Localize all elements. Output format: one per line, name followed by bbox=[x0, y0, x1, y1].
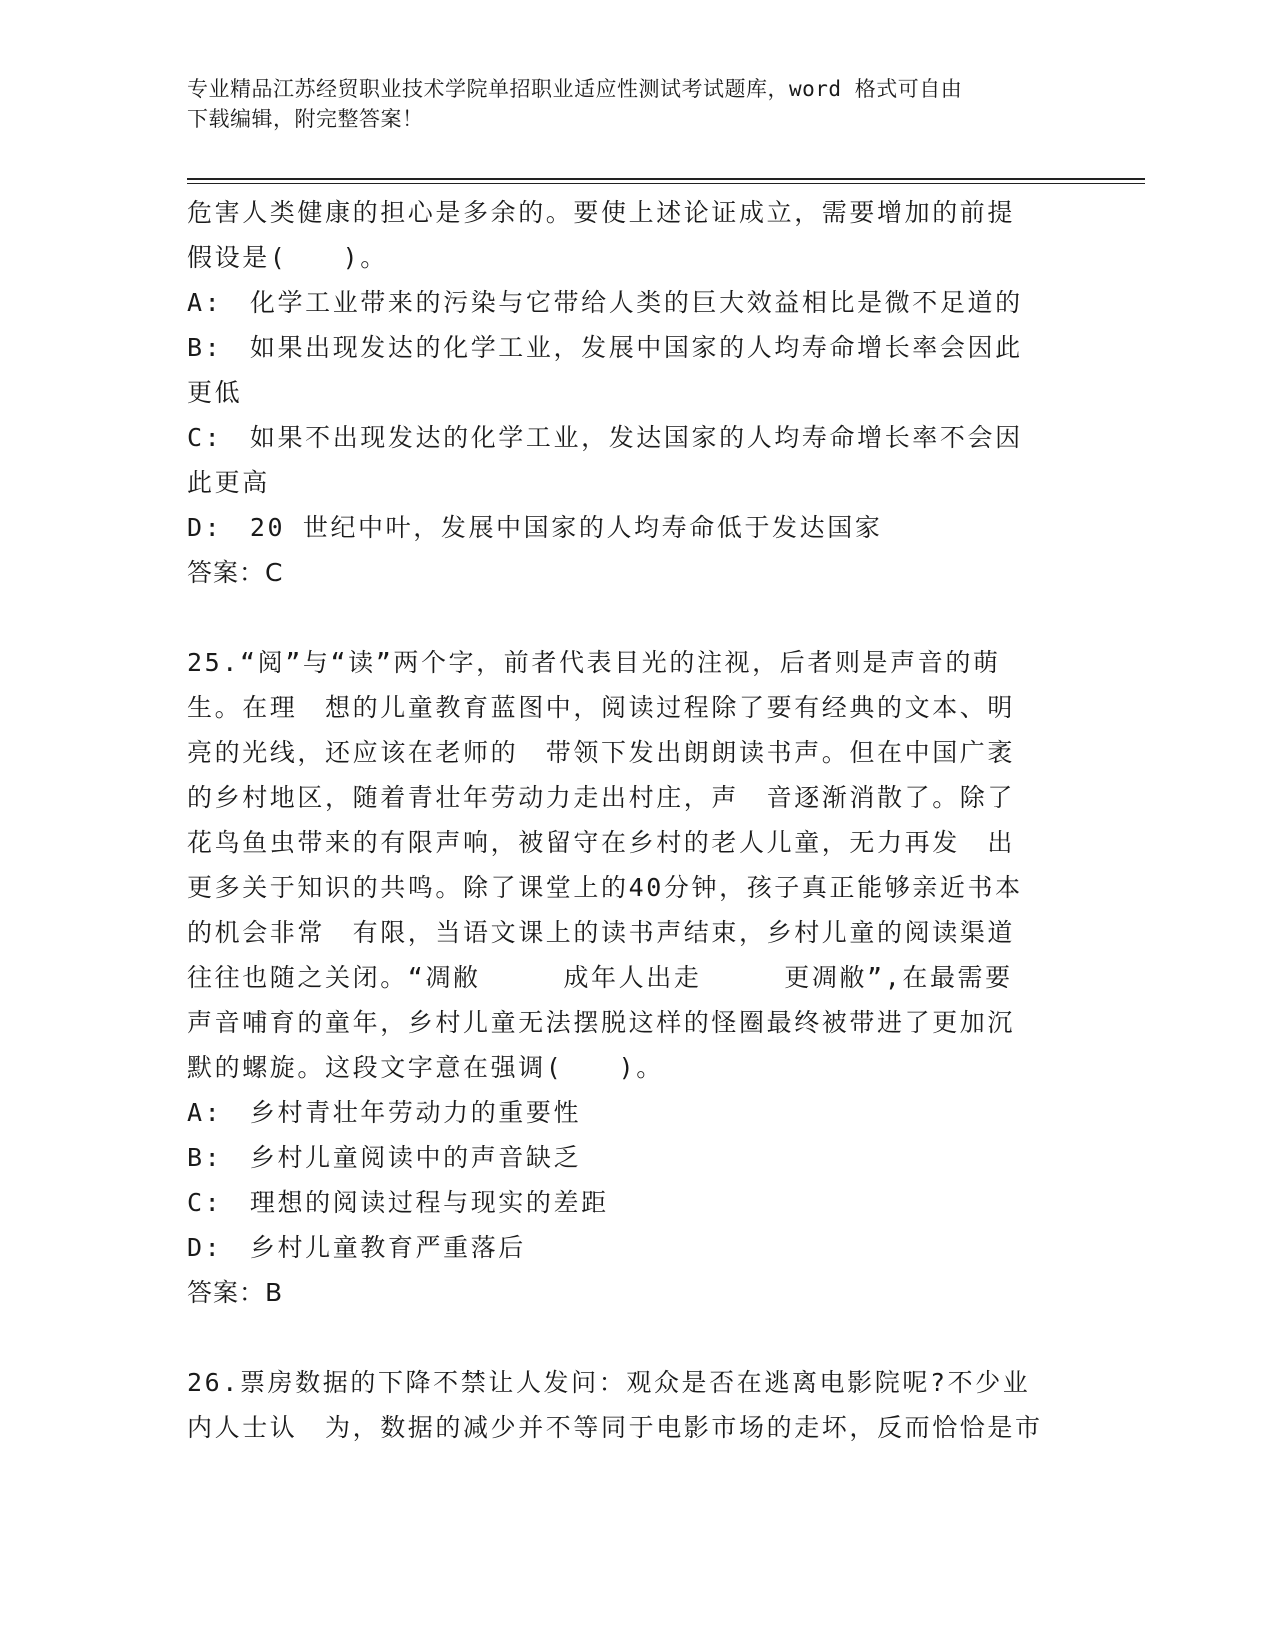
option-b: B: 如果出现发达的化学工业，发展中国家的人均寿命增长率会因此 bbox=[187, 333, 1023, 362]
option-b: B: 乡村儿童阅读中的声音缺乏 bbox=[187, 1143, 582, 1172]
question-stem-line: 往往也随之关闭。“凋敝 成年人出走 更凋敝”,在最需要 bbox=[187, 963, 1013, 992]
question-stem-line: 危害人类健康的担心是多余的。要使上述论证成立，需要增加的前提 bbox=[187, 198, 1016, 227]
option-b-cont: 更低 bbox=[187, 378, 243, 407]
page-content bbox=[187, 190, 1077, 1450]
question-stem-line: 花鸟鱼虫带来的有限声响，被留守在乡村的老人儿童，无力再发 出 bbox=[187, 828, 1016, 857]
question-stem-line: 假设是( )。 bbox=[187, 243, 388, 272]
question-stem-line: 声音哺育的童年，乡村儿童无法摆脱这样的怪圈最终被带进了更加沉 bbox=[187, 1008, 1016, 1037]
question-stem-line: 内人士认 为，数据的减少并不等同于电影市场的走坏，反而恰恰是市 bbox=[187, 1413, 1043, 1442]
question-stem-line: 的乡村地区，随着青壮年劳动力走出村庄，声 音逐渐消散了。除了 bbox=[187, 783, 1016, 812]
question-stem-line: 26.票房数据的下降不禁让人发问：观众是否在逃离电影院呢?不少业 bbox=[187, 1368, 1031, 1397]
question-stem-line: 更多关于知识的共鸣。除了课堂上的40分钟，孩子真正能够亲近书本 bbox=[187, 873, 1023, 902]
answer: 答案：B bbox=[187, 1278, 284, 1307]
question-26 bbox=[187, 1360, 1077, 1450]
option-c: C: 如果不出现发达的化学工业，发达国家的人均寿命增长率不会因 bbox=[187, 423, 1023, 452]
option-c: C: 理想的阅读过程与现实的差距 bbox=[187, 1188, 609, 1217]
header-divider-thin bbox=[187, 183, 1145, 184]
answer: 答案：C bbox=[187, 558, 284, 587]
spacer bbox=[187, 1315, 1077, 1360]
option-d: D: 20 世纪中叶，发展中国家的人均寿命低于发达国家 bbox=[187, 513, 883, 542]
question-stem-line: 生。在理 想的儿童教育蓝图中，阅读过程除了要有经典的文本、明 bbox=[187, 693, 1016, 722]
page-header bbox=[187, 74, 1067, 134]
question-stem-line: 亮的光线，还应该在老师的 带领下发出朗朗读书声。但在中国广袤 bbox=[187, 738, 1016, 767]
header-divider bbox=[187, 178, 1145, 180]
question-stem-line: 的机会非常 有限，当语文课上的读书声结束，乡村儿童的阅读渠道 bbox=[187, 918, 1016, 947]
option-c-cont: 此更高 bbox=[187, 468, 270, 497]
header-line: 专业精品江苏经贸职业技术学院单招职业适应性测试考试题库，word 格式可自由 bbox=[187, 77, 963, 101]
spacer bbox=[187, 595, 1077, 640]
question-stem-line: 25.“阅”与“读”两个字，前者代表目光的注视，后者则是声音的萌 bbox=[187, 648, 1001, 677]
option-a: A: 乡村青壮年劳动力的重要性 bbox=[187, 1098, 582, 1127]
question-24 bbox=[187, 190, 1077, 595]
option-d: D: 乡村儿童教育严重落后 bbox=[187, 1233, 526, 1262]
question-stem-line: 默的螺旋。这段文字意在强调( )。 bbox=[187, 1053, 664, 1082]
header-line: 下载编辑，附完整答案！ bbox=[187, 107, 424, 131]
option-a: A: 化学工业带来的污染与它带给人类的巨大效益相比是微不足道的 bbox=[187, 288, 1023, 317]
question-25 bbox=[187, 640, 1077, 1315]
